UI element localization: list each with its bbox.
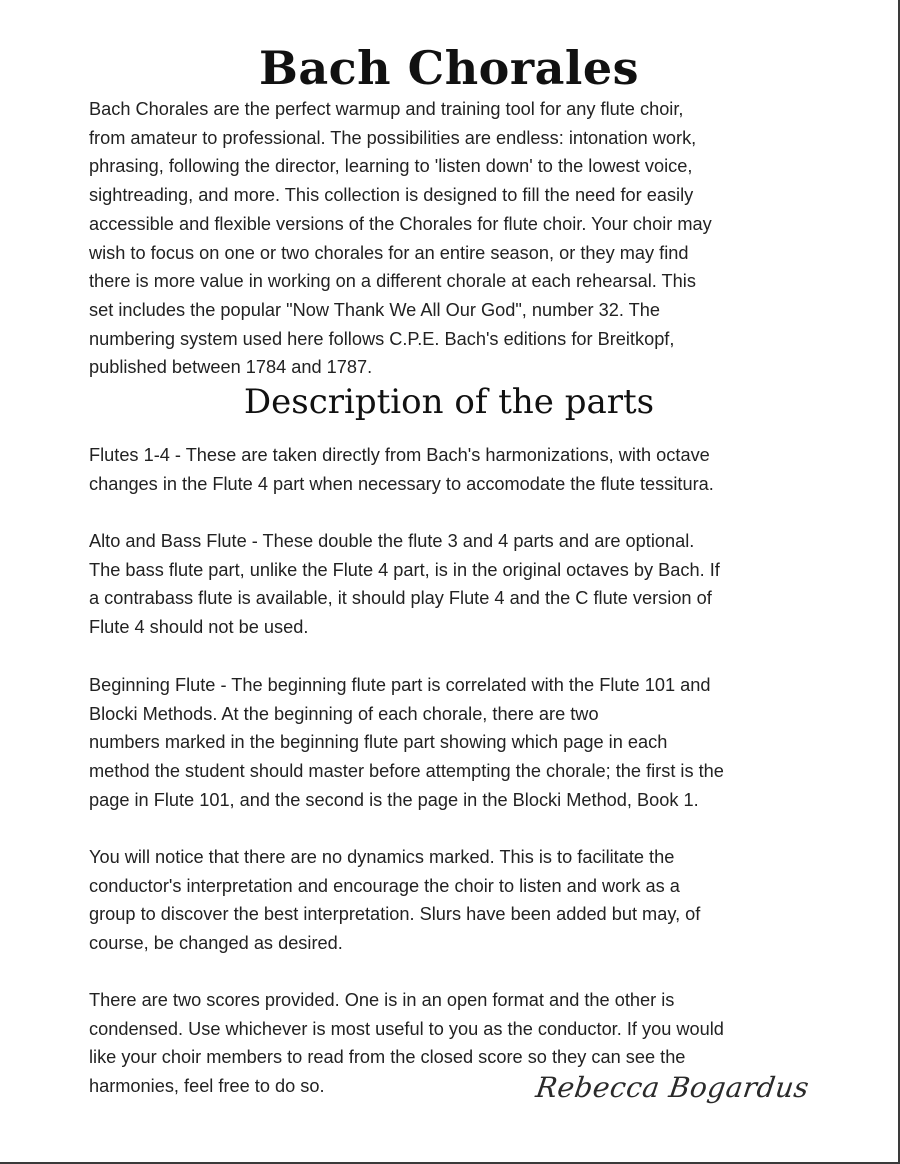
text-line: course, be changed as desired. <box>89 933 343 954</box>
text-line: set includes the popular "Now Thank We All Our God", number 32. The <box>89 299 660 320</box>
intro-paragraph <box>89 95 819 382</box>
text-line: conductor's interpretation and encourage the choir to listen and work as a <box>89 875 680 896</box>
text-line: numbers marked in the beginning flute part showing which page in each <box>89 732 668 753</box>
text-line: published between 1784 and 1787. <box>89 357 373 378</box>
alto-bass-paragraph <box>89 527 819 642</box>
text-line: The bass flute part, unlike the Flute 4 part, is in the original octaves by Bach. If <box>89 559 720 580</box>
text-line: Flutes 1-4 - These are taken directly from Bach's harmonizations, with octave <box>89 445 710 465</box>
text-line: Blocki Methods. At the beginning of each chorale, there are two <box>89 703 599 724</box>
text-line: There are two scores provided. One is in an open format and the other is <box>89 990 675 1010</box>
text-line: from amateur to professional. The possibilities are endless: intonation work, <box>89 127 697 148</box>
text-line: condensed. Use whichever is most useful to you as the conductor. If you would <box>89 1018 724 1039</box>
text-line: changes in the Flute 4 part when necessary to accomodate the flute tessitura. <box>89 473 714 494</box>
text-line: Alto and Bass Flute - These double the flute 3 and 4 parts and are optional. <box>89 531 695 551</box>
text-line: sightreading, and more. This collection is designed to fill the need for easily <box>89 185 694 206</box>
dynamics-paragraph <box>89 843 819 958</box>
text-line: numbering system used here follows C.P.E. Bach's editions for Breitkopf, <box>89 328 675 349</box>
text-line: method the student should master before attempting the chorale; the first is the <box>89 761 724 782</box>
text-line: there is more value in working on a different chorale at each rehearsal. This <box>89 271 696 292</box>
text-line: You will notice that there are no dynamics marked. This is to facilitate the <box>89 847 675 867</box>
text-line: page in Flute 101, and the second is the page in the Blocki Method, Book 1. <box>89 789 699 810</box>
section-heading: Description of the parts <box>243 382 655 422</box>
text-line: phrasing, following the director, learning to 'listen down' to the lowest voice, <box>89 156 693 177</box>
beginning-flute-paragraph <box>89 671 819 815</box>
text-line: like your choir members to read from the closed score so they can see the <box>89 1047 686 1068</box>
text-line: wish to focus on one or two chorales for an entire season, or they may find <box>89 242 689 263</box>
text-line: Beginning Flute - The beginning flute part is correlated with the Flute 101 and <box>89 675 711 695</box>
text-line: harmonies, feel free to do so. <box>89 1076 325 1097</box>
text-line: a contrabass flute is available, it should play Flute 4 and the C flute version of <box>89 588 712 609</box>
text-line: group to discover the best interpretation. Slurs have been added but may, of <box>89 904 701 925</box>
text-line: accessible and flexible versions of the Chorales for flute choir. Your choir may <box>89 213 712 234</box>
flutes-paragraph <box>89 441 819 498</box>
page-title: Bach Chorales <box>258 41 640 95</box>
text-line: Flute 4 should not be used. <box>89 617 309 638</box>
author-signature: Rebecca Bogardus <box>533 1071 812 1104</box>
text-line: Bach Chorales are the perfect warmup and training tool for any flute choir, <box>89 99 684 119</box>
